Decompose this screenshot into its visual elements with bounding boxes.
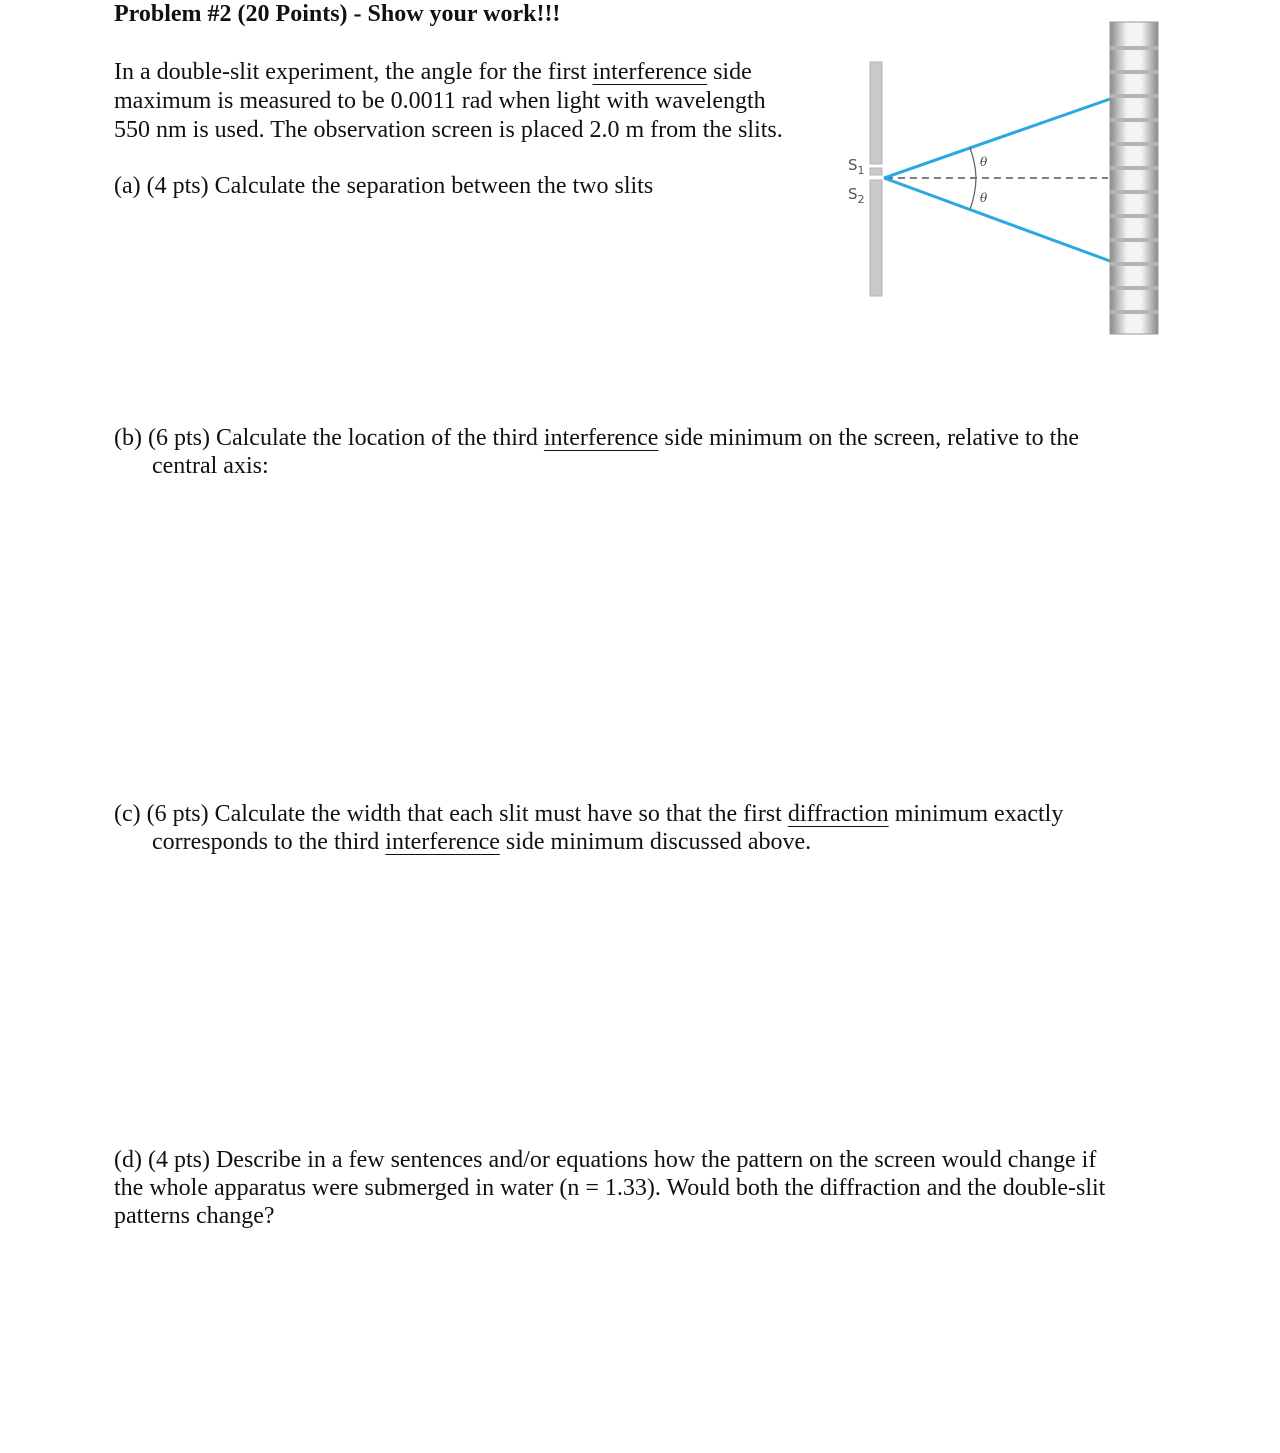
slit-1-label: $S_1$ xyxy=(848,156,865,177)
angle-arc-lower xyxy=(970,178,976,209)
barrier-lower xyxy=(870,180,882,296)
part-d-line-3: patterns change? xyxy=(114,1203,275,1229)
fringe-divider xyxy=(1110,238,1158,242)
problem-title: Problem #2 (20 Points) - Show your work!!! xyxy=(114,1,561,27)
angle-arc-upper xyxy=(970,148,976,178)
part-d-line-1: (d) (4 pts) Describe in a few sentences and/or equations how the pattern on the screen would change if xyxy=(114,1147,1097,1173)
ray-upper xyxy=(884,99,1110,178)
part-b-line-1 xyxy=(114,424,1174,452)
fringe-divider xyxy=(1110,118,1158,122)
fringe-divider xyxy=(1110,142,1158,146)
part-d-line-2: the whole apparatus were submerged in water (n = 1.33). Would both the diffraction and the double-slit xyxy=(114,1175,1106,1201)
problem-intro xyxy=(114,58,834,145)
fringe-divider xyxy=(1110,286,1158,290)
part-c-text: minimum exactly xyxy=(888,801,1064,827)
double-slit-diagram xyxy=(838,18,1168,340)
fringe-divider xyxy=(1110,214,1158,218)
underlined-term: diffraction xyxy=(787,801,889,827)
fringe-divider xyxy=(1110,262,1158,266)
part-c-text: side minimum discussed above. xyxy=(499,829,812,855)
part-b-text: (b) (6 pts) Calculate the location of the third xyxy=(114,425,544,451)
underlined-term: interference xyxy=(592,59,708,85)
part-a-text: (a) (4 pts) Calculate the separation between the two slits xyxy=(114,173,654,199)
fringe-divider xyxy=(1110,190,1158,194)
part-c-line-2 xyxy=(114,828,1174,856)
part-d-question xyxy=(114,1146,1174,1230)
part-b-question xyxy=(114,424,1174,480)
barrier-middle xyxy=(870,168,882,175)
underlined-term: interference xyxy=(543,425,659,451)
part-b-text: side minimum on the screen, relative to the xyxy=(658,425,1080,451)
theta-lower-label: θ xyxy=(980,191,988,205)
fringe-divider xyxy=(1110,166,1158,170)
part-c-question xyxy=(114,800,1174,856)
part-c-text: corresponds to the third xyxy=(152,829,386,855)
ray-lower xyxy=(884,178,1110,261)
barrier-upper xyxy=(870,62,882,164)
intro-line-1 xyxy=(114,58,834,87)
fringe-divider xyxy=(1110,310,1158,314)
fringe-divider xyxy=(1110,46,1158,50)
part-c-text: (c) (6 pts) Calculate the width that each slit must have so that the first xyxy=(114,801,788,827)
intro-line-2: maximum is measured to be 0.0011 rad when light with wavelength xyxy=(114,88,766,114)
theta-upper-label: θ xyxy=(980,155,988,169)
underlined-term: interference xyxy=(385,829,500,855)
part-c-line-1 xyxy=(114,800,1174,828)
intro-text: side xyxy=(707,59,752,85)
fringe-divider xyxy=(1110,70,1158,74)
fringe-divider xyxy=(1110,94,1158,98)
slit-2-label: $S_2$ xyxy=(848,185,865,206)
part-b-line-2: central axis: xyxy=(152,453,269,479)
double-slit-svg xyxy=(838,18,1168,340)
intro-text: In a double-slit experiment, the angle for the first xyxy=(114,59,593,85)
intro-line-3: 550 nm is used. The observation screen is placed 2.0 m from the slits. xyxy=(114,117,783,143)
